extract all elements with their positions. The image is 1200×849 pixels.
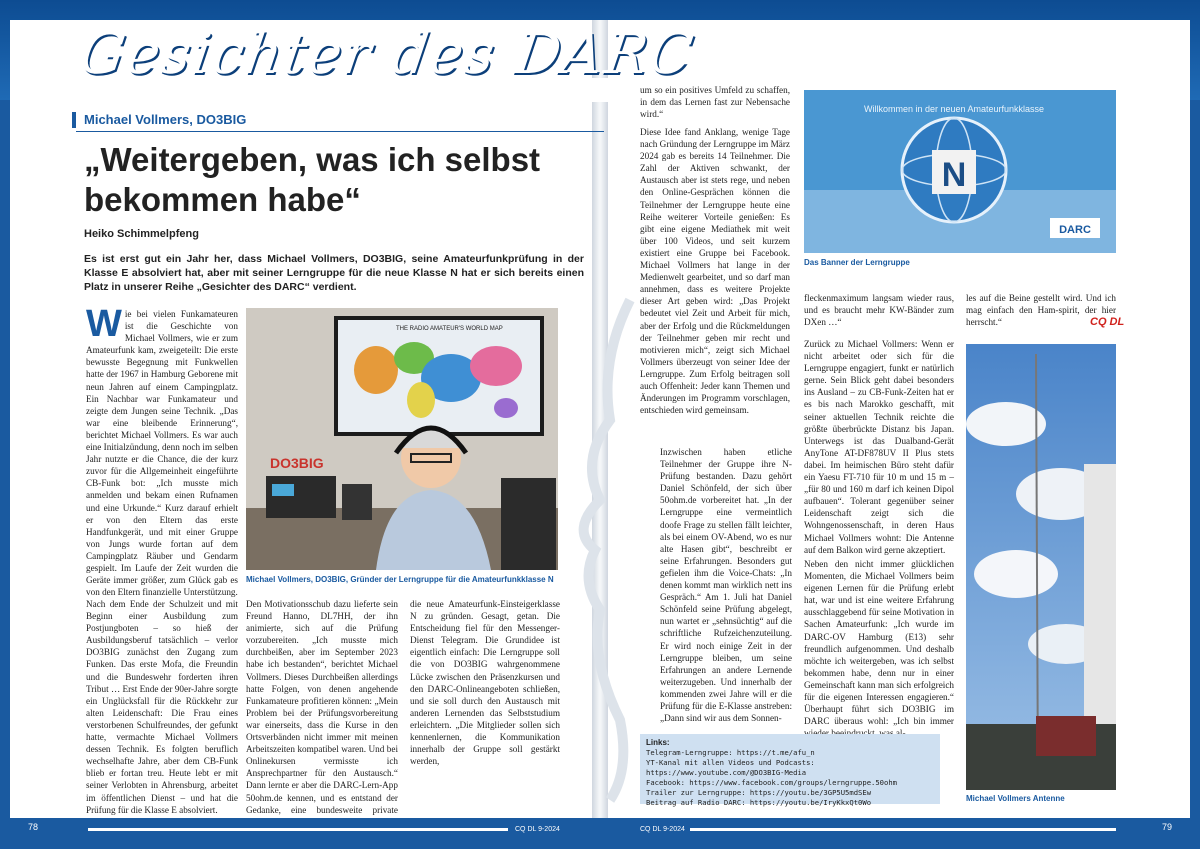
footer-band (0, 818, 1200, 849)
link-facebook[interactable]: Facebook: https://www.facebook.com/groups/lerngruppe.50ohm (646, 778, 897, 787)
page-number-right: 79 (1162, 822, 1173, 832)
banner-image (804, 90, 1116, 253)
page-number-left: 78 (28, 822, 39, 832)
link-radio-darc[interactable]: Beitrag auf Radio DARC: https://youtu.be/IryKkxQt0Wo (646, 798, 872, 807)
column-2: Den Motivationsschub dazu lieferte sein Freund Hanno, DL7HH, der ihn animierte, sich auf die Prüfung vorzubereiten. „Ich musste mich durchbeißen, aber im September 2023 habe ich bestanden“, berichtet Michael Vollmers. Dieses Durchbeißen allerdings hatte Folgen, von denen angehende Funkamateure profitieren können: „Mein Problem bei der Prüfungsvorbereitung war einerseits, dass die Kurse in den Ortsverbänden nicht immer mit meinen Arbeitszeiten kompatibel waren. Und bei Onlinekursen vermisste ich Ansprechpartner für den Austausch.“ Dann lernte er aber die DARC-Lern-App 50ohm.de kennen, und es entstand der Gedanke, eine bundesweite private (246, 599, 398, 815)
antenna-caption: Michael Vollmers Antenne (966, 794, 1065, 803)
column-3: die neue Amateurfunk-Einsteigerklasse N zu gründen. Gesagt, getan. Die Entscheidung fiel für den Messenger-Dienst Telegram. Die Grundidee ist eigentlich einfach: Die Lerngruppe soll die von DO3BIG wahrgenommene Lücke zwischen den Präsenzkursen und den DARC-Onlineangeboten schließen, und sie soll durch den Austausch mit anderen Lernenden das Selbststudium erleichtern. „Die Mitglieder sollen sich kennenlernen, die Kommunikation innerhalb der Gruppe soll gestärkt werden, (410, 599, 560, 767)
col1-top-text: ie bei vielen Funkamateuren ist die Geschichte von Michael Vollmers, wie er zum Amateurfunk kam, zweigeteilt: Die erste bewusste Begegnung mit Funkwellen hatte der 1967 in Hamburg Geborene mit neun Jahren auf einem Campingplatz. Ein Nachbar war Funkamateur und zeigte dem Jungen seine Technik. „Das war eine bleibende Erinnerung“, berichtet Michael Vollmers. Es war auch eine Initialzündung, denn noch im selben Jahr nutzte er die Chance, die der kurz zuvor für die Allgemeinheit eingeführte CB-Funk bot: „Ich musste mich anmelden und bekam einen Rufnamen und eine Urkunde.“ Kurz darauf erhielt er von den Eltern das erste Handfunkgerät, und mit einer Gruppe von Jungs wurde fortan auf dem Campingplatz Räuber und Gendarm gespielt. Im Laufe der Zeit wurden die Geräte immer größer, zum Glück gab es von den Eltern finanzielle Unterstützung. (86, 309, 238, 598)
column-4-middle: Diese Idee fand Anklang, wenige Tage nach Gründung der Lerngruppe im März 2024 gab es bereits 14 Teilnehmer. Die Zahl der Aktiven schwankt, der Austausch aber ist stets rege, und neben den Online-Gesprächen können die Teilnehmer der Lerngruppe heute eine Reihe weiterer Vorteile genießen: Es gibt eine eigene Mediathek mit weit über 100 Videos, und seit kurzem existiert eine Gruppe bei Facebook. Michael Vollmers hat lange in der Medienwelt gearbeitet, und so darf man annehmen, dass es weitere Projekte dieser Art geben wird: „Das Projekt bedeutet viel Zeit und Arbeit für mich, aber der Erfolg und die Rückmeldungen der Teilnehmer geben mir recht und motivieren mich“, zeigt sich Michael Vollmers überzeugt von seiner Idee der Lerngruppe. Zum Erfolg beitragen soll auch Offenheit: Jeder kann Themen und Änderungen im Programm vorschlagen, entschieden wird gemeinsam. (640, 127, 790, 416)
banner-caption: Das Banner der Lerngruppe (804, 258, 910, 267)
column-6-top: les auf die Beine gestellt wird. Und ich mag einfach den Ham-spirit, der hier herrscht.“ (966, 293, 1116, 328)
magazine-issue-left: CQ DL 9-2024 (515, 826, 560, 833)
column-5-bottom: Neben den nicht immer glücklichen Momenten, die Michael Vollmers beim eigenen Lernen für die Prüfung erlebt hat, war und ist eine weitere Erfahrung ausschlaggebend für seine Motivation in Sachen Amateurfunk: „Ich wurde im DARC-OV Hamburg (E13) sehr freundlich aufgenommen. Und deshalb möchte ich weitergeben, was ich selbst bekommen habe, denn nur in einer Gemeinschaft kann man sich erfolgreich für die eigenen Interessen engagieren.“ Überhaupt führt sich DO3BIG im DARC überaus wohl: „Ich bin immer (804, 559, 954, 727)
banner-letter: N (941, 156, 967, 194)
byline: Heiko Schimmelpfeng (84, 228, 199, 240)
column-5-middle: Zurück zu Michael Vollmers: Wenn er nicht arbeitet oder sich für die Lerngruppe engagiert, funkt er natürlich gerne. Sein Blick geht dabei besonders ins Ausland – zu CB-Funk-Zeiten hat er es bis nach Marokko geschafft, mit seiner aktuellen Technik reichte die größte überbrückte Distanz bis Japan. Unterwegs ist das Dualband-Gerät AnyTone AT-DF878UV II Plus stets dabei. Im heimischen Büro steht dafür ein Yaesu FT-710 für 10 m und 15 m – „für 80 und 160 m darf ich keinen Dipol aufbauen“. Tolerant gegenüber seiner Leidenschaft zeigt sich die Wohngenossenschaft, in deren Haus Michael Vollmers wohnt: Die Antenne auf dem Balkon wird gerne akzeptiert. (804, 339, 954, 555)
photo-michael-vollmers (246, 308, 558, 570)
series-title: Gesichter des DARC (75, 22, 699, 87)
column-4-top: um so ein positives Umfeld zu schaffen, in dem das Lernen fast zur Nebensache wird.“ (640, 85, 790, 120)
headline: „Weitergeben, was ich selbst bekommen habe“ (84, 141, 541, 218)
face-silhouette-graphic (560, 300, 650, 800)
lead-paragraph: Es ist erst gut ein Jahr her, dass Michael Vollmers, DO3BIG, seine Amateurfunkprüfung in der Klasse E absolviert hat, aber mit seiner Lerngruppe für die neue Klasse N hat er sich bereits einen Platz in unserer Reihe „Gesichter des DARC“ verdient. (84, 253, 584, 293)
link-telegram[interactable]: Telegram-Lerngruppe: https://t.me/afu_n (646, 748, 815, 757)
column-4-bottom: Inzwischen haben etliche Teilnehmer der Gruppe ihre N-Prüfung bestanden. Dazu gehört Daniel Schönfeld, der sich über 50ohm.de vorbereitet hat. „In der Lerngruppe eine vermeintlich doofe Frage zu stellen fällt leichter, als bei einem OV-Abend, wo es nur alte Hasen gibt“, beschreibt er seine Erfahrungen. Besonders gut gefielen ihm die Voice-Chats: „In denen kommt man wirklich nett ins Gespräch.“ Am 1. Juli hat Daniel Schönfeld seine Prüfung abgelegt, nun wartet er „sehnsüchtig“ auf die schriftliche Rufzeichenzuteilung. Er wird noch einige Zeit in der Lerngruppe bleiben, um seine Erfahrungen an andere Lernende weiterzugeben. Und innerhalb der kommenden zwei Jahre will er die Prüfung für die E-Klasse anstreben: „Dann sind wir aus dem Sonnen- (660, 447, 792, 724)
banner-graphic (804, 90, 1116, 253)
footer-rule-left (88, 828, 508, 831)
banner-text: Willkommen in der neuen Amateurfunkklasse (863, 104, 1045, 114)
photo-scene (246, 308, 558, 570)
magazine-issue-right: CQ DL 9-2024 (640, 826, 685, 833)
banner-darc-logo: DARC (1059, 224, 1091, 236)
author-callsign: Michael Vollmers, DO3BIG (72, 112, 604, 128)
callsign-sign: DO3BIG (270, 455, 324, 471)
column-5-top: fleckenmaximum langsam wieder raus, und es braucht mehr KW-Bänder zum DXen …“ (804, 293, 954, 328)
links-heading: Links: (646, 738, 670, 747)
photo1-caption: Michael Vollmers, DO3BIG, Gründer der Lerngruppe für die Amateurfunkklasse N (246, 575, 554, 584)
footer-rule-right (690, 828, 1116, 831)
link-trailer[interactable]: Trailer zur Lerngruppe: https://youtu.be/3GP5U5mdSEw (646, 788, 872, 797)
antenna-photo (966, 344, 1116, 790)
link-youtube-channel[interactable]: YT-Kanal mit allen Videos und Podcasts: https://www.youtube.com/@DO3BIG-Media (646, 758, 815, 777)
column-1-bottom: Nach dem Ende der Schulzeit und mit Beginn einer Ausbildung zum Postjungboten – so hieß der Ausbildungsberuf tatsächlich – verlor DO3BIG zunächst den Zugang zum Funken. Das erste Mofa, die Freundin und die Bundeswehr forderten ihren Tribut … Erst Ende der 90er-Jahre sorgte ein Unglücksfall für die Rückkehr zur alten Leidenschaft: Die Frau eines verstorbenen Schulfreundes, der gefunkt hatte, vermachte Michael Vollmers dessen Technik. Es folgten beruflich wechselhafte Jahre, aber dem CB-Funk blieb er fortan treu. Heute lebt er mit seiner Verlobten in Ahrensburg, arbeitet im öffentlichen Dienst – und hat die Prüfung für die Klasse E absolviert. (86, 599, 238, 815)
cqdl-end-logo: CQ DL (1090, 316, 1125, 328)
drop-cap: W (86, 303, 122, 345)
antenna-scene (966, 344, 1116, 790)
links-box (640, 734, 940, 807)
column-1-top (86, 303, 238, 598)
map-title: THE RADIO AMATEUR'S WORLD MAP (396, 326, 503, 332)
